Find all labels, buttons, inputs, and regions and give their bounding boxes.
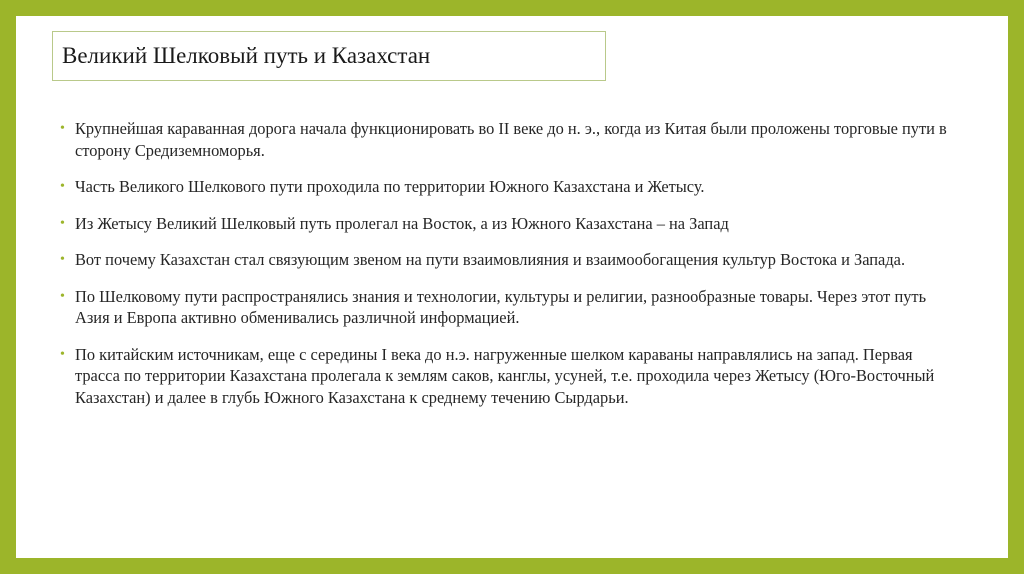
bullet-item: [60, 213, 960, 235]
bullet-text: По китайским источникам, еще с середины I века до н.э. нагруженные шелком караваны направлялись на запад. Первая трасса по территории Казахстана пролегала к землям саков, канглы, усуней, т.е. проходила через Жетысу (Юго-Восточный Казахстан) и далее в глубь Южного Казахстана к среднему течению Сырдарьи.: [75, 344, 935, 407]
bullet-item: [60, 118, 960, 161]
bullet-item: [60, 176, 960, 198]
slide-title: Великий Шелковый путь и Казахстан: [62, 43, 431, 68]
slide: [16, 16, 1008, 558]
bullet-text: Часть Великого Шелкового пути проходила по территории Южного Казахстана и Жетысу.: [75, 177, 705, 196]
bullet-item: [60, 344, 960, 409]
bullet-dot-icon: •: [60, 252, 65, 267]
bullet-dot-icon: •: [60, 288, 65, 304]
bullet-text: Крупнейшая караванная дорога начала функционировать во II веке до н. э., когда из Китая были проложены торговые пути в сторону Средиземноморья.: [75, 119, 947, 160]
bullet-dot-icon: •: [60, 179, 65, 194]
bullet-dot-icon: •: [60, 121, 65, 136]
bullet-text: По Шелковому пути распространялись знания и технологии, культуры и религии, разнообразные товары. Через этот путь Азия и Европа активно обменивались различной информацией.: [75, 286, 927, 327]
bullet-item: [60, 286, 960, 329]
bullet-list: [60, 118, 960, 423]
bullet-text: Из Жетысу Великий Шелковый путь пролегал на Восток, а из Южного Казахстана – на Запад: [75, 213, 729, 233]
bullet-dot-icon: •: [60, 215, 65, 231]
bullet-text: Вот почему Казахстан стал связующим звеном на пути взаимовлияния и взаимообогащения культур Востока и Запада.: [75, 250, 906, 269]
bullet-item: [60, 249, 960, 271]
bullet-dot-icon: •: [60, 346, 65, 362]
title-box: [52, 31, 606, 81]
